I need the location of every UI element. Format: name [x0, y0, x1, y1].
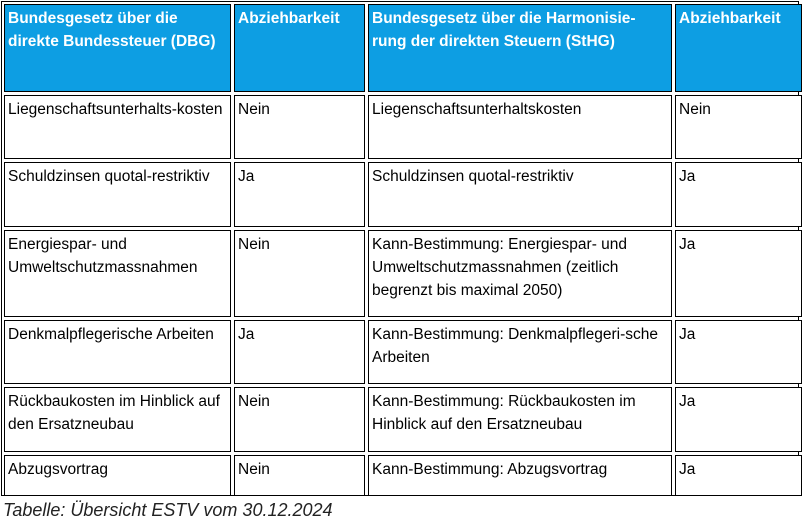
header-sthg-law: Bundesgesetz über die Harmonisie-rung der direkten Steuern (StHG)	[368, 4, 672, 92]
sthg-item-cell: Kann-Bestimmung: Denkmalpflegeri-sche Arbeiten	[368, 320, 672, 384]
dbg-item-cell: Liegenschaftsunterhalts-kosten	[4, 95, 231, 159]
dbg-deductible-cell: Nein	[234, 95, 365, 159]
sthg-deductible-cell: Ja	[675, 455, 802, 496]
dbg-item-cell: Energiespar- und Umweltschutzmassnahmen	[4, 230, 231, 317]
table-row	[4, 95, 802, 159]
dbg-deductible-cell: Ja	[234, 162, 365, 227]
sthg-item-cell: Kann-Bestimmung: Abzugsvortrag	[368, 455, 672, 496]
dbg-deductible-cell: Nein	[234, 387, 365, 452]
dbg-deductible-cell: Ja	[234, 320, 365, 384]
table-row	[4, 455, 802, 496]
table-caption: Tabelle: Übersicht ESTV vom 30.12.2024	[3, 500, 333, 520]
sthg-deductible-cell: Ja	[675, 320, 802, 384]
sthg-deductible-cell: Ja	[675, 387, 802, 452]
dbg-item-cell: Abzugsvortrag	[4, 455, 231, 496]
sthg-deductible-cell: Ja	[675, 162, 802, 227]
dbg-item-cell: Rückbaukosten im Hinblick auf den Ersatzneubau	[4, 387, 231, 452]
sthg-deductible-cell: Nein	[675, 95, 802, 159]
table-header-row	[4, 4, 802, 92]
header-sthg-deductibility: Abziehbarkeit	[675, 4, 802, 92]
deduction-comparison-table	[1, 1, 802, 499]
table-row	[4, 320, 802, 384]
dbg-deductible-cell: Nein	[234, 230, 365, 317]
sthg-item-cell: Liegenschaftsunterhaltskosten	[368, 95, 672, 159]
dbg-item-cell: Schuldzinsen quotal-restriktiv	[4, 162, 231, 227]
sthg-deductible-cell: Ja	[675, 230, 802, 317]
table-row	[4, 387, 802, 452]
dbg-item-cell: Denkmalpflegerische Arbeiten	[4, 320, 231, 384]
header-dbg-deductibility: Abziehbarkeit	[234, 4, 365, 92]
sthg-item-cell: Schuldzinsen quotal-restriktiv	[368, 162, 672, 227]
table-row	[4, 162, 802, 227]
header-dbg-law: Bundesgesetz über die direkte Bundessteuer (DBG)	[4, 4, 231, 92]
sthg-item-cell: Kann-Bestimmung: Energiespar- und Umweltschutzmassnahmen (zeitlich begrenzt bis maximal 2050)	[368, 230, 672, 317]
sthg-item-cell: Kann-Bestimmung: Rückbaukosten im Hinblick auf den Ersatzneubau	[368, 387, 672, 452]
dbg-deductible-cell: Nein	[234, 455, 365, 496]
table-row	[4, 230, 802, 317]
